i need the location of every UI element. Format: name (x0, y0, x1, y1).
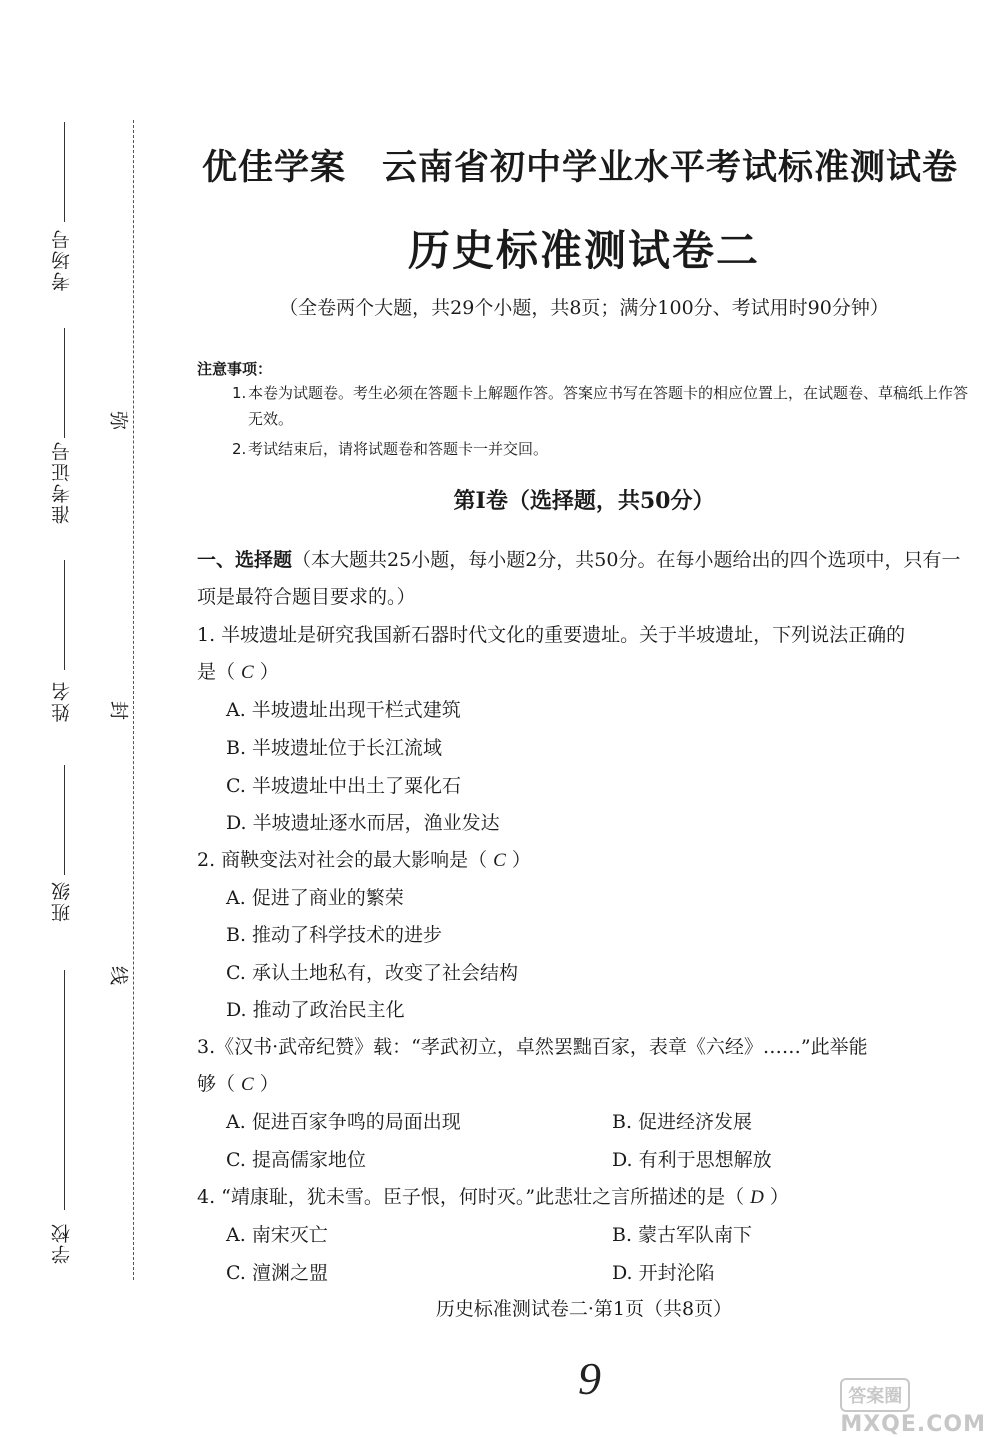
option-a: A. 促进了商业的繁荣 (226, 887, 404, 909)
option-d: D. 推动了政治民主化 (226, 999, 405, 1021)
answer-mark: C (241, 662, 254, 683)
option-b: B. 半坡遗址位于长江流域 (226, 737, 443, 759)
option-d: D. 开封沦陷 (612, 1262, 715, 1284)
stem-paren: ） (259, 661, 279, 683)
question-stem (197, 1182, 789, 1209)
seal-char: 线 (110, 963, 129, 985)
field-rule (64, 970, 65, 1210)
option-d: D. 半坡遗址逐水而居，渔业发达 (226, 812, 500, 834)
note-number: 1. (232, 384, 247, 402)
stem-paren: ） (511, 849, 531, 871)
question-stem (197, 845, 531, 872)
option-b: B. 蒙古军队南下 (612, 1224, 753, 1246)
option-a: A. 南宋灭亡 (226, 1224, 328, 1246)
watermark-site: MXQE.COM (840, 1412, 986, 1437)
option-a: A. 促进百家争鸣的局面出现 (226, 1111, 461, 1133)
field-rule (64, 328, 65, 438)
question-stem-cont (197, 1069, 279, 1096)
field-label-school: 学校 (51, 1222, 73, 1264)
field-label-name: 姓名 (51, 680, 73, 722)
part-heading: 一、选择题 (197, 549, 293, 571)
field-rule (64, 560, 65, 670)
paper-info: （全卷两个大题，共29个小题，共8页；满分100分、考试用时90分钟） (279, 297, 889, 319)
option-c: C. 提高儒家地位 (226, 1149, 366, 1171)
field-label-class: 班级 (51, 880, 73, 922)
stem-text: 是（ (197, 661, 236, 683)
note-number: 2. (232, 440, 247, 458)
option-a: A. 半坡遗址出现干栏式建筑 (226, 699, 461, 721)
question-stem: 1. 半坡遗址是研究我国新石器时代文化的重要遗址。关于半坡遗址，下列说法正确的 (197, 624, 906, 646)
stem-text: 4. “靖康耻，犹未雪。臣子恨，何时灭。”此悲壮之言所描述的是（ (197, 1186, 745, 1208)
part-instruction (197, 542, 977, 616)
note-text: 本卷为试题卷。考生必须在答题卡上解题作答。答案应书写在答题卡的相应位置上，在试题卷、草稿纸上作答无效。 (248, 384, 969, 428)
watermark-logo (840, 1378, 986, 1437)
section-title: 第Ⅰ卷（选择题，共50分） (453, 488, 715, 514)
stem-text: 2. 商鞅变法对社会的最大影响是（ (197, 849, 488, 871)
note-text: 考试结束后，请将试题卷和答题卡一并交回。 (248, 440, 549, 458)
option-c: C. 承认土地私有，改变了社会结构 (226, 962, 518, 984)
option-c: C. 澶渊之盟 (226, 1262, 328, 1284)
question-stem-cont (197, 657, 279, 684)
page-footer: 历史标准测试卷二·第1页（共8页） (435, 1298, 733, 1320)
seal-char: 封 (110, 698, 129, 720)
option-b: B. 推动了科学技术的进步 (226, 924, 443, 946)
handwritten-page-number: 9 (578, 1353, 601, 1404)
option-d: D. 有利于思想解放 (612, 1149, 772, 1171)
paper-title: 历史标准测试卷二 (407, 226, 760, 275)
answer-mark: C (493, 850, 506, 871)
seal-char: 弥 (110, 408, 129, 430)
stem-text: 够（ (197, 1073, 236, 1095)
stem-paren: ） (259, 1073, 279, 1095)
binding-dashed-line (133, 120, 134, 1280)
watermark-mark: 答案圈 (840, 1378, 910, 1412)
field-label-exam-id: 准考证号 (51, 440, 73, 524)
note-item (232, 436, 977, 462)
notes-heading: 注意事项： (197, 360, 273, 378)
question-stem: 3.《汉书·武帝纪赞》载：“孝武初立，卓然罢黜百家，表章《六经》……”此举能 (197, 1036, 868, 1058)
field-label-exam-room: 考场号 (51, 228, 73, 291)
answer-mark: C (241, 1074, 254, 1095)
note-item (232, 380, 977, 432)
stem-paren: ） (769, 1186, 789, 1208)
option-c: C. 半坡遗址中出土了粟化石 (226, 775, 461, 797)
series-title: 优佳学案 云南省初中学业水平考试标准测试卷 (201, 147, 958, 188)
option-b: B. 促进经济发展 (612, 1111, 753, 1133)
answer-mark: D (750, 1187, 764, 1208)
part-instruction-text: （本大题共25小题，每小题2分，共50分。在每小题给出的四个选项中，只有一项是最符合题目要求的。） (197, 549, 961, 608)
field-rule (64, 765, 65, 875)
